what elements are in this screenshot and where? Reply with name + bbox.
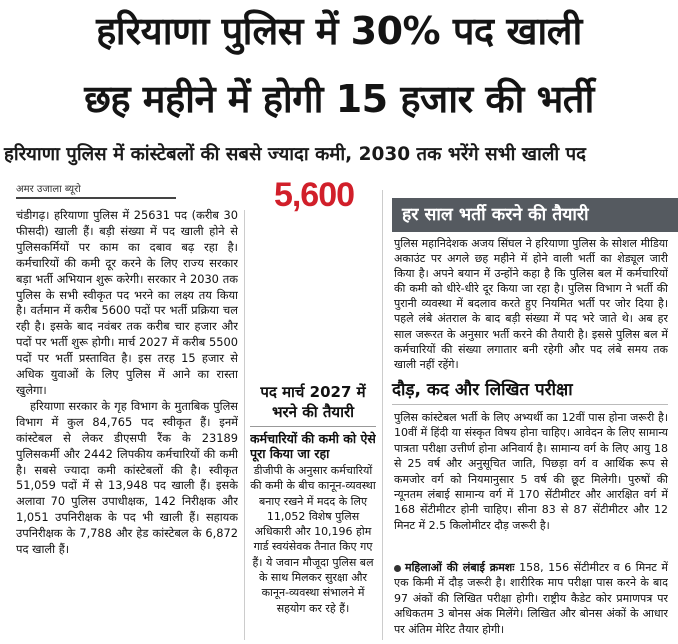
subheadline: हरियाणा पुलिस में कांस्टेबलों की सबसे ज्यादा कमी, 2030 तक भरेंगे सभी खाली पद: [4, 144, 586, 165]
byline: अमर उजाला ब्यूरो: [16, 184, 81, 195]
byline-rule: [16, 197, 176, 199]
left-paragraph-2: हरियाणा सरकार के गृह विभाग के मुताबिक पुलिस विभाग में कुल 84,765 पद स्वीकृत हैं। इनमें कांस्टेबल से लेकर डीएसपी रैंक के 23189 पुलिसकर्मी और 2442 लिपकीय कर्मचारियों की कमी है। सबसे ज्यादा कमी कांस्टेबलों की है। स्वीकृत 51,059 पदों में से 13,948 पद खाली हैं। इसके अलावा 70 पुलिस उपाधीक्षक, 142 निरीक्षक और 1,051 उपनिरीक्षक के पद भी खाली हैं। सहायक उपनिरीक्षक के 7,788 और हेड कांस्टेबल के 6,872 पद खाली हैं।: [16, 398, 238, 557]
middle-box-title: पद मार्च 2027 में भरने की तैयारी: [260, 383, 366, 421]
right-paragraph-2: पुलिस कांस्टेबल भर्ती के लिए अभ्यर्थी का 12वीं पास होना जरूरी है। 10वीं में हिंदी या संस्कृत विषय होना चाहिए। आवेदन के लिए सामान्य पात्रता परीक्षा उत्तीर्ण होना अनिवार्य है। सामान्य वर्ग के लिए आयु 18 से 25 वर्ष और अनुसूचित जाति, पिछड़ा वर्ग व आर्थिक रूप से कमजोर वर्ग को नियमानुसार 5 वर्ष की छूट मिलेगी। पुरुषों की न्यूनतम लंबाई सामान्य वर्ग में 170 सेंटीमीटर और आरक्षित वर्ग में 168 सेंटीमीटर होनी चाहिए। सीना 83 से 87 सेंटीमीटर और 12 मिनट में 2.5 किलोमीटर दौड़ जरूरी है।: [394, 411, 668, 532]
highlight-number: 5,600: [273, 176, 355, 214]
column-divider-left: [244, 210, 245, 640]
bullet-text: 158, 156 सेंटीमीटर व 6 मिनट में एक किमी में दौड़ जरूरी है। शारीरिक माप परीक्षा पास करने के बाद 97 अंकों की लिखित परीक्षा होगी। राष्ट्रीय कैडेट कोर प्रमाणपत्र पर अधिकतम 3 बोनस अंक मिलेंगे। लिखित और बोनस अंकों के आधार पर अंतिम मेरिट तैयार होगी।: [394, 561, 668, 636]
middle-box-subtitle: कर्मचारियों की कमी को ऐसे पूरा किया जा रहा: [250, 431, 376, 461]
middle-box-body: डीजीपी के अनुसार कर्मचारियों की कमी के बीच कानून-व्यवस्था बनाए रखने में मदद के लिए 11,052 विशेष पुलिस अधिकारी और 10,196 होम गार्ड स्वयंसेवक तैनात किए गए हैं। ये जवान मौजूदा पुलिस बल के साथ मिलकर सुरक्षा और कानून-व्यवस्था संभालने में सहयोग कर रहे हैं।: [250, 464, 376, 615]
headline-line-2: छह महीने में होगी 15 हजार की भर्ती: [84, 77, 594, 121]
left-column: [16, 208, 238, 640]
bullet-icon: [394, 565, 401, 572]
middle-box-rule: [250, 426, 376, 427]
left-paragraph-1: चंडीगढ़। हरियाणा पुलिस में 25631 पद (करीब 30 फीसदी) खाली हैं। बड़ी संख्या में पद खाली होने से पुलिसकर्मियों पर काम का दबाव बढ़ रहा है। कर्मचारियों की कमी दूर करने के लिए राज्य सरकार बड़ा भर्ती अभियान शुरू करेगी। सरकार ने 2030 तक पुलिस के सभी स्वीकृत पद भरने का लक्ष्य तय किया है। वर्तमान में करीब 5600 पदों पर भर्ती प्रक्रिया चल रही है। इसके बाद नवंबर तक करीब चार हजार और पदों पर भर्ती शुरू होगी। मार्च 2027 में करीब 5500 पदों पर भर्ती प्रस्तावित है। इस तरह 15 हजार से अधिक युवाओं के लिए पुलिस में आने का रास्ता खुलेगा।: [16, 208, 238, 397]
right-bar-title: हर साल भर्ती करने की तैयारी: [392, 198, 678, 232]
bullet-label: महिलाओं की लंबाई क्रमशः: [405, 561, 515, 574]
column-divider-right: [382, 190, 383, 640]
right-paragraph-1: पुलिस महानिदेशक अजय सिंघल ने हरियाणा पुलिस के सोशल मीडिया अकाउंट पर अगले छह महीने में होने वाली भर्ती का शेड्यूल जारी किया है। अपने बयान में उन्होंने कहा है कि पुलिस बल में कर्मचारियों की कमी को धीरे-धीरे दूर किया जा रहा है। पुलिस विभाग ने भर्ती की पुरानी व्यवस्था में बदलाव करते हुए नियमित भर्ती पर जोर दिया है। पहले लंबे अंतराल के बाद बड़ी संख्या में पद भरे जाते थे। अब हर साल जरूरत के अनुसार भर्ती करने की तैयारी है। इससे पुलिस बल में कर्मचारियों की संख्या लगातार बनी रहेगी और पद लंबे समय तक खाली नहीं रहेंगे।: [394, 237, 668, 371]
right-bullet-paragraph: [394, 560, 668, 640]
middle-box: [250, 382, 376, 640]
headline-line-1: हरियाणा पुलिस में 30% पद खाली: [96, 9, 582, 53]
right-section-title: दौड़, कद और लिखित परीक्षा: [392, 376, 668, 405]
